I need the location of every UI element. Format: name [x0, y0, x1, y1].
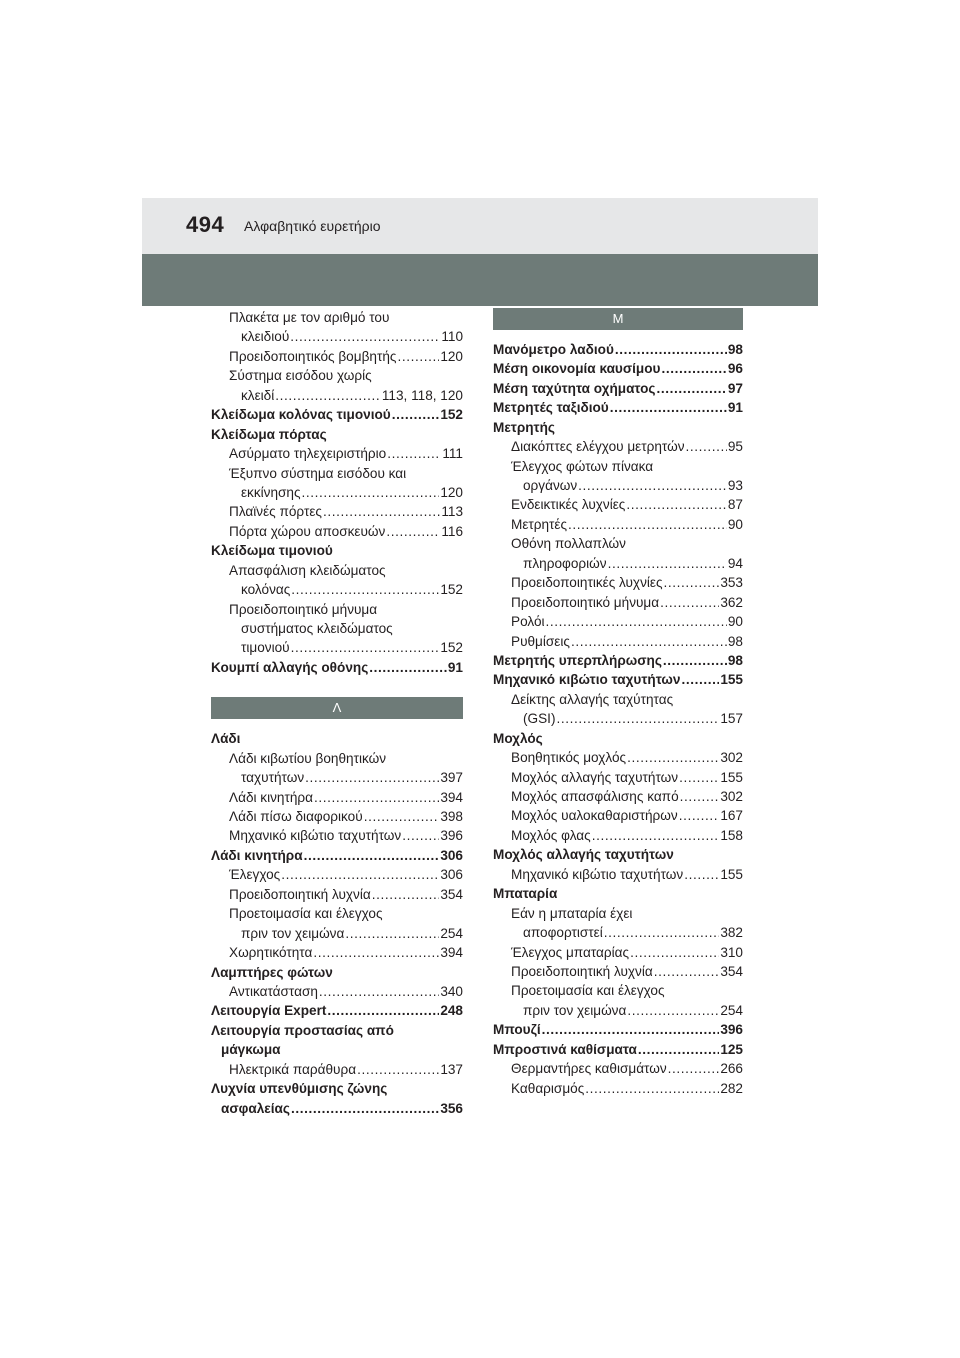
- page-reference: 155: [720, 866, 743, 882]
- entry-label: πληροφοριών: [523, 555, 607, 571]
- index-subentry: [493, 554, 743, 573]
- page-reference: 91: [727, 400, 743, 416]
- index-subentry: [211, 768, 463, 787]
- dot-leader: [369, 658, 447, 677]
- index-subentry-text: Έλεγχος φώτων πίνακα: [511, 458, 654, 474]
- page-reference: 90: [727, 614, 743, 630]
- dot-leader: [663, 651, 727, 670]
- entry-label: Διακόπτες ελέγχου μετρητών: [511, 439, 685, 455]
- page-reference: 98: [727, 633, 743, 649]
- entry-label: ταχυτήτων: [241, 770, 305, 786]
- index-subentry: [493, 826, 743, 845]
- index-entry: [493, 1040, 743, 1059]
- page-reference: 394: [440, 945, 463, 961]
- page-reference: 95: [727, 439, 743, 455]
- index-subentry-text: συστήματος κλειδώματος: [241, 621, 393, 636]
- index-subentry: [493, 515, 743, 534]
- page-reference: 155: [720, 769, 743, 785]
- entry-label: Αντικατάσταση: [229, 983, 318, 999]
- index-subentry: [493, 496, 743, 515]
- entry-label: Κουμπί αλλαγής οθόνης: [211, 659, 369, 675]
- index-subentry: [211, 638, 463, 657]
- index-subentry: [211, 943, 463, 962]
- entry-label: Μετρητές: [511, 516, 568, 532]
- page-reference: 302: [720, 750, 743, 766]
- index-heading: Μετρητής: [493, 419, 555, 435]
- index-subentry: [493, 593, 743, 612]
- index-subentry-text: Προετοιμασία και έλεγχος: [511, 983, 665, 999]
- index-subentry: [211, 982, 463, 1001]
- index-subentry: [493, 748, 743, 767]
- page-reference: 93: [727, 478, 743, 494]
- index-entry: [493, 651, 743, 670]
- index-subentry-text: Εάν η μπαταρία έχει: [511, 905, 633, 921]
- index-subentry: [493, 923, 743, 942]
- entry-label: Θερμαντήρες καθισμάτων: [511, 1061, 667, 1077]
- dot-leader: [323, 502, 440, 521]
- page-reference: 111: [442, 446, 463, 462]
- index-subentry-text: Οθόνη πολλαπλών: [511, 536, 626, 552]
- index-subentry: [211, 1060, 463, 1079]
- index-subentry: [211, 502, 463, 521]
- page-reference: 396: [440, 828, 463, 844]
- entry-label: αποφορτιστεί: [523, 925, 603, 941]
- page-reference: 87: [727, 497, 743, 513]
- entry-label: Λάδι κινητήρα: [211, 847, 303, 863]
- dot-leader: [615, 340, 727, 359]
- page-reference: 362: [720, 594, 743, 610]
- dot-leader: [654, 962, 720, 981]
- entry-label: (GSI): [523, 711, 556, 727]
- entry-label: Ρολόι: [511, 614, 545, 630]
- dot-leader: [364, 807, 440, 826]
- page-reference: 310: [720, 944, 743, 960]
- page-reference: 90: [727, 516, 743, 532]
- dot-leader: [546, 612, 727, 631]
- index-heading: Λειτουργία προστασίας από: [211, 1022, 394, 1038]
- dot-leader: [345, 924, 439, 943]
- index-subentry: [211, 807, 463, 826]
- dot-leader: [610, 398, 727, 417]
- index-subentry-text: Απασφάλιση κλειδώματος: [229, 562, 386, 578]
- index-entry: [211, 1001, 463, 1020]
- index-subentry: [493, 1079, 743, 1098]
- page-reference: 152: [440, 640, 463, 656]
- dot-leader: [327, 1001, 439, 1020]
- index-subentry: [211, 483, 463, 502]
- dot-leader: [627, 748, 719, 767]
- page-reference: 94: [727, 555, 743, 571]
- index-subentry-text: Δείκτης αλλαγής ταχύτητας: [511, 691, 674, 707]
- index-heading: Λάδι: [211, 731, 241, 747]
- section-title: Αλφαβητικό ευρετήριο: [244, 218, 381, 234]
- entry-label: Μέση οικονομία καυσίμου: [493, 361, 661, 377]
- page-reference: 113, 118, 120: [381, 387, 463, 403]
- entry-label: Κλείδωμα κολόνας τιμονιού: [211, 407, 391, 423]
- index-entry: [493, 670, 743, 689]
- page-reference: 248: [440, 1003, 463, 1019]
- dot-leader: [556, 709, 719, 728]
- index-subentry: [493, 476, 743, 495]
- page-reference: 120: [440, 348, 463, 364]
- entry-label: Ρυθμίσεις: [511, 633, 570, 649]
- index-heading: Μπαταρία: [493, 886, 558, 902]
- dot-leader: [680, 787, 720, 806]
- dot-leader: [357, 1060, 439, 1079]
- index-entry: [493, 340, 743, 359]
- index-subentry: [211, 347, 463, 366]
- page-reference: 382: [720, 925, 743, 941]
- entry-label: Μετρητής υπερπλήρωσης: [493, 652, 662, 668]
- page-reference: 306: [440, 867, 463, 883]
- index-subentry-text: Πλακέτα με τον αριθμό του: [229, 310, 390, 325]
- index-subentry: [211, 885, 463, 904]
- dot-leader: [313, 943, 439, 962]
- index-heading: Λυχνία υπενθύμισης ζώνης: [211, 1081, 388, 1097]
- entry-label: Μέση ταχύτητα οχήματος: [493, 380, 656, 396]
- index-entry: [211, 658, 463, 677]
- page-reference: 282: [720, 1080, 743, 1096]
- entry-label: Μοχλός φλας: [511, 827, 591, 843]
- dot-leader: [305, 768, 439, 787]
- entry-label: κλειδιού: [241, 329, 290, 345]
- entry-label: Μοχλός υαλοκαθαριστήρων: [511, 808, 678, 824]
- dot-leader: [397, 347, 439, 366]
- entry-label: ασφαλείας: [221, 1100, 290, 1116]
- index-subentry: [493, 437, 743, 456]
- dot-leader: [630, 943, 719, 962]
- page-reference: 394: [440, 789, 463, 805]
- index-heading: μάγκωμα: [221, 1042, 281, 1058]
- entry-label: Μηχανικό κιβώτιο ταχυτήτων: [229, 828, 402, 844]
- entry-label: Μανόμετρο λαδιού: [493, 341, 614, 357]
- index-entry: [493, 379, 743, 398]
- index-subentry: [211, 788, 463, 807]
- page-reference: 354: [440, 886, 463, 902]
- spacer: [211, 719, 463, 729]
- entry-label: Ενδεικτικές λυχνίες: [511, 497, 626, 513]
- index-entry: [211, 846, 463, 865]
- index-subentry: [493, 962, 743, 981]
- dot-leader: [681, 670, 719, 689]
- dot-leader: [668, 1059, 720, 1078]
- index-subentry: [493, 1059, 743, 1078]
- page-reference: 120: [440, 484, 463, 500]
- entry-label: Μοχλός απασφάλισης καπό: [511, 789, 679, 805]
- dot-leader: [638, 1040, 719, 1059]
- index-subentry-text: Έξυπνο σύστημα εισόδου και: [229, 465, 407, 481]
- dot-leader: [275, 386, 381, 405]
- index-entry: [493, 398, 743, 417]
- entry-label: Μοχλός αλλαγής ταχυτήτων: [511, 769, 679, 785]
- dot-leader: [578, 476, 727, 495]
- index-subentry: [493, 768, 743, 787]
- page-reference: 356: [440, 1100, 463, 1116]
- entry-label: πριν τον χειμώνα: [241, 925, 345, 941]
- entry-label: Ασύρματο τηλεχειριστήριο: [229, 446, 387, 462]
- index-subentry: [493, 709, 743, 728]
- page-reference: 98: [727, 341, 743, 357]
- index-subentry-text: Προειδοποιητικό μήνυμα: [229, 601, 378, 617]
- entry-label: Προειδοποιητικές λυχνίες: [511, 575, 663, 591]
- letter-heading: Λ: [211, 697, 463, 719]
- page-reference: 158: [720, 827, 743, 843]
- page-reference: 397: [440, 770, 463, 786]
- page-reference: 254: [440, 925, 463, 941]
- dot-leader: [291, 580, 439, 599]
- index-subentry: [211, 386, 463, 405]
- index-subentry-text: Λάδι κιβωτίου βοηθητικών: [229, 750, 387, 766]
- dot-leader: [372, 885, 440, 904]
- entry-label: Ηλεκτρικά παράθυρα: [229, 1061, 357, 1077]
- page-reference: 98: [727, 652, 743, 668]
- entry-label: κολόνας: [241, 582, 291, 598]
- page-reference: 396: [720, 1022, 743, 1038]
- index-subentry-text: Προετοιμασία και έλεγχος: [229, 906, 383, 922]
- entry-label: Έλεγχος μπαταρίας: [511, 944, 630, 960]
- dot-leader: [627, 1001, 719, 1020]
- entry-label: τιμονιού: [241, 640, 290, 656]
- dot-leader: [387, 444, 441, 463]
- index-subentry: [211, 827, 463, 846]
- dot-leader: [319, 982, 439, 1001]
- entry-label: εκκίνησης: [241, 484, 301, 500]
- dot-leader: [657, 379, 727, 398]
- page-reference: 96: [727, 361, 743, 377]
- entry-label: Βοηθητικός μοχλός: [511, 750, 627, 766]
- index-entry: [493, 359, 743, 378]
- dot-leader: [302, 483, 440, 502]
- entry-label: Λειτουργία Expert: [211, 1003, 327, 1019]
- index-subentry: [493, 807, 743, 826]
- page-number: 494: [186, 212, 225, 237]
- page-reference: 266: [720, 1061, 743, 1077]
- index-subentry: [211, 924, 463, 943]
- entry-label: Λάδι πίσω διαφορικού: [229, 809, 363, 825]
- page-reference: 91: [447, 659, 463, 675]
- index-subentry: [211, 327, 463, 346]
- page-reference: 152: [440, 407, 463, 423]
- dot-leader: [604, 923, 720, 942]
- page-reference: 113: [441, 504, 463, 520]
- dot-leader: [291, 638, 440, 657]
- dot-leader: [568, 515, 727, 534]
- index-entry: [211, 405, 463, 424]
- letter-heading: Μ: [493, 308, 743, 330]
- page-reference: 110: [441, 329, 463, 345]
- index-subentry: [493, 573, 743, 592]
- dot-leader: [542, 1020, 720, 1039]
- dot-leader: [686, 437, 727, 456]
- entry-label: Λάδι κινητήρα: [229, 789, 313, 805]
- index-subentry: [493, 1001, 743, 1020]
- dot-leader: [608, 554, 727, 573]
- page-reference: 157: [720, 711, 743, 727]
- page-reference: 125: [720, 1041, 743, 1057]
- entry-label: Έλεγχος: [229, 867, 281, 883]
- page-reference: 97: [727, 380, 743, 396]
- dot-leader: [304, 846, 440, 865]
- index-heading: Μοχλός αλλαγής ταχυτήτων: [493, 847, 674, 863]
- dot-leader: [592, 826, 720, 845]
- page-reference: 137: [440, 1061, 463, 1077]
- index-heading: Λαμπτήρες φώτων: [211, 964, 333, 980]
- index-heading: Κλείδωμα τιμονιού: [211, 543, 333, 559]
- entry-label: Προειδοποιητικό μήνυμα: [511, 594, 660, 610]
- spacer: [493, 330, 743, 340]
- index-subentry: [493, 943, 743, 962]
- dot-leader: [626, 496, 727, 515]
- page-reference: 354: [720, 963, 743, 979]
- index-entry: [211, 1099, 463, 1118]
- dot-leader: [314, 788, 439, 807]
- dot-leader: [664, 573, 720, 592]
- index-subentry-text: Σύστημα εισόδου χωρίς: [229, 368, 372, 384]
- entry-label: Πλαϊνές πόρτες: [229, 504, 322, 520]
- index-entry: [493, 1020, 743, 1039]
- entry-label: Μπουζί: [493, 1022, 541, 1038]
- header-band: [142, 254, 818, 306]
- page-reference: 306: [440, 847, 463, 863]
- spacer: [211, 677, 463, 697]
- index-subentry: [493, 787, 743, 806]
- entry-label: Προειδοποιητική λυχνία: [511, 963, 653, 979]
- page-reference: 155: [720, 672, 743, 688]
- entry-label: Πόρτα χώρου αποσκευών: [229, 523, 386, 539]
- index-subentry: [211, 865, 463, 884]
- index-subentry: [493, 865, 743, 884]
- entry-label: πριν τον χειμώνα: [523, 1002, 627, 1018]
- entry-label: Μετρητές ταξιδιού: [493, 400, 609, 416]
- index-subentry: [211, 580, 463, 599]
- dot-leader: [679, 768, 719, 787]
- index-subentry: [493, 632, 743, 651]
- dot-leader: [290, 327, 440, 346]
- dot-leader: [402, 827, 439, 846]
- index-column-right: [493, 308, 743, 1098]
- dot-leader: [571, 632, 727, 651]
- index-subentry: [211, 444, 463, 463]
- page-reference: 116: [441, 523, 463, 539]
- dot-leader: [392, 405, 440, 424]
- page-reference: 353: [720, 575, 743, 591]
- dot-leader: [661, 359, 726, 378]
- dot-leader: [684, 865, 719, 884]
- dot-leader: [679, 807, 720, 826]
- entry-label: Προειδοποιητική λυχνία: [229, 886, 371, 902]
- entry-label: Προειδοποιητικός βομβητής: [229, 348, 397, 364]
- entry-label: οργάνων: [523, 478, 578, 494]
- entry-label: Χωρητικότητα: [229, 945, 313, 961]
- index-subentry: [211, 522, 463, 541]
- entry-label: Μηχανικό κιβώτιο ταχυτήτων: [493, 672, 681, 688]
- index-subentry: [493, 612, 743, 631]
- page-reference: 302: [720, 789, 743, 805]
- page-reference: 152: [440, 582, 463, 598]
- page-reference: 167: [720, 808, 743, 824]
- entry-label: Μηχανικό κιβώτιο ταχυτήτων: [511, 866, 684, 882]
- dot-leader: [585, 1079, 719, 1098]
- index-heading: Μοχλός: [493, 730, 543, 746]
- dot-leader: [281, 865, 439, 884]
- dot-leader: [291, 1099, 439, 1118]
- dot-leader: [386, 522, 440, 541]
- page-reference: 254: [720, 1002, 743, 1018]
- dot-leader: [660, 593, 719, 612]
- entry-label: Καθαρισμός: [511, 1080, 585, 1096]
- index-column-left: [211, 308, 463, 1118]
- page-reference: 340: [440, 983, 463, 999]
- page-reference: 398: [440, 809, 463, 825]
- index-heading: Κλείδωμα πόρτας: [211, 426, 327, 442]
- entry-label: Μπροστινά καθίσματα: [493, 1041, 637, 1057]
- entry-label: κλειδί: [241, 387, 275, 403]
